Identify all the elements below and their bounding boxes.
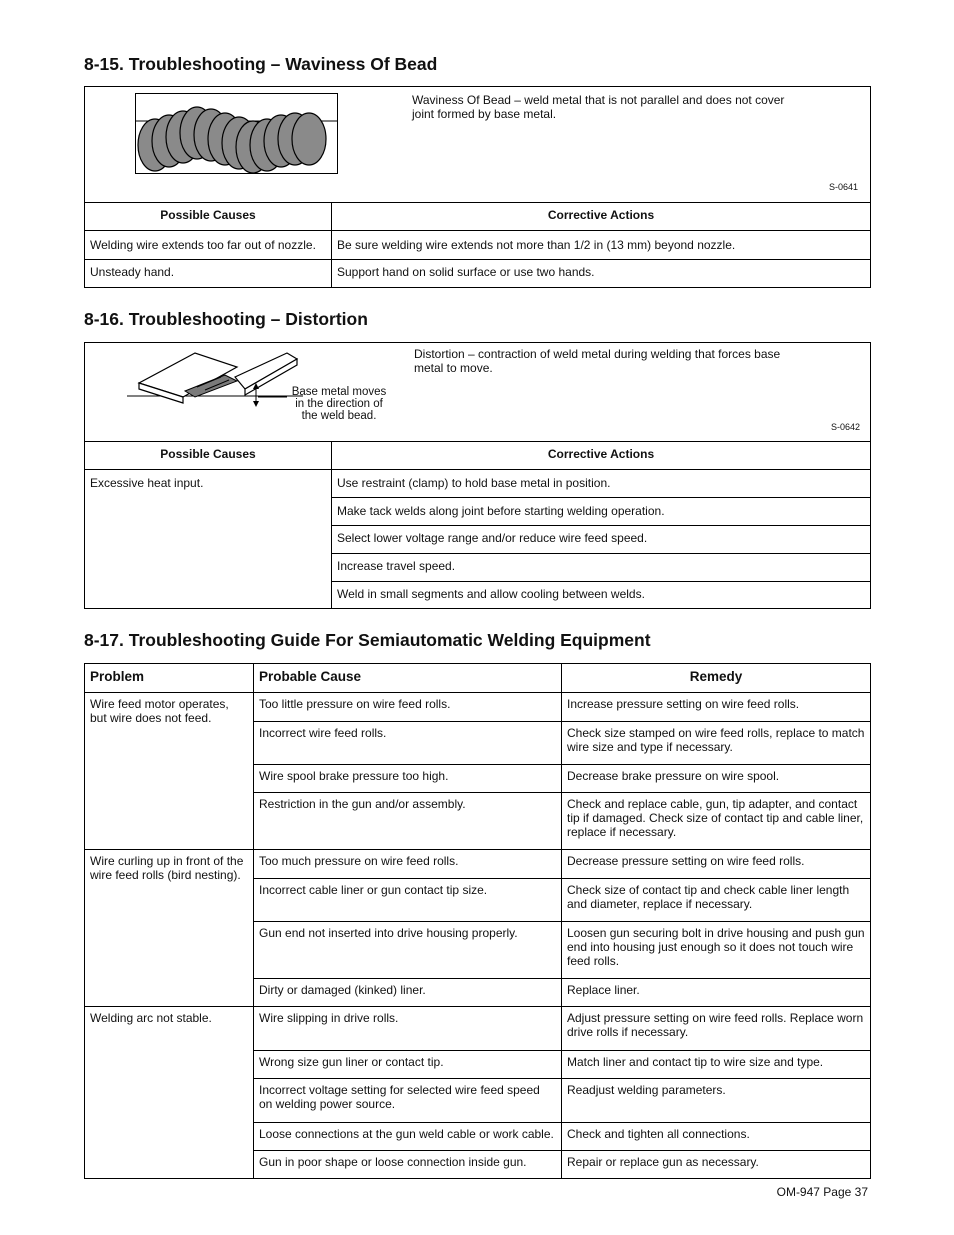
table-cell-action: Increase travel speed. (331, 553, 871, 582)
section-8-17-heading: 8-17. Troubleshooting Guide For Semiautomatic Welding Equipment (84, 630, 651, 650)
table-cell-cause: Gun in poor shape or loose connection inside gun. (253, 1150, 562, 1179)
distortion-figure-label: Base metal moves in the direction of the weld bead. (291, 386, 387, 422)
table-cell-cause: Wire spool brake pressure too high. (253, 764, 562, 793)
table-cell-cause: Incorrect wire feed rolls. (253, 721, 562, 765)
table-cell-remedy: Adjust pressure setting on wire feed rolls. Replace worn drive rolls if necessary. (561, 1006, 871, 1051)
table-cell-action: Weld in small segments and allow cooling between welds. (331, 581, 871, 609)
table-cell-cause: Welding wire extends too far out of nozzle. (84, 230, 332, 260)
table-cell-action: Use restraint (clamp) to hold base metal in position. (331, 469, 871, 498)
table-cell-remedy: Check size stamped on wire feed rolls, replace to match wire size and type if necessary. (561, 721, 871, 765)
table-cell-action: Support hand on solid surface or use two hands. (331, 259, 871, 288)
table-cell-remedy: Decrease pressure setting on wire feed rolls. (561, 849, 871, 879)
table-cell-cause: Too little pressure on wire feed rolls. (253, 692, 562, 722)
table-cell-remedy: Replace liner. (561, 978, 871, 1007)
waviness-bead-illustration (135, 93, 339, 175)
table-cell-action: Select lower voltage range and/or reduce wire feed speed. (331, 525, 871, 554)
table-cell-remedy: Check and replace cable, gun, tip adapter, and contact tip if damaged. Check size of contact tip and cable liner, replace if necessary. (561, 792, 871, 850)
column-header-causes: Possible Causes (84, 441, 332, 470)
table-cell-cause: Loose connections at the gun weld cable or work cable. (253, 1122, 562, 1151)
column-header-problem: Problem (84, 663, 254, 693)
table-cell-cause: Too much pressure on wire feed rolls. (253, 849, 562, 879)
table-cell-action: Be sure welding wire extends not more than 1/2 in (13 mm) beyond nozzle. (331, 230, 871, 260)
table-cell-remedy: Decrease brake pressure on wire spool. (561, 764, 871, 793)
table-cell-cause: Wrong size gun liner or contact tip. (253, 1050, 562, 1079)
table-cell-cause: Unsteady hand. (84, 259, 332, 288)
table-cell-cause: Incorrect voltage setting for selected wire feed speed on welding power source. (253, 1078, 562, 1123)
distortion-description: Distortion – contraction of weld metal during welding that forces base metal to move. (414, 347, 781, 375)
table-cell-remedy: Readjust welding parameters. (561, 1078, 871, 1123)
figure-code: S-0641 (828, 182, 858, 192)
waviness-figure-box (84, 86, 871, 203)
table-cell-cause: Restriction in the gun and/or assembly. (253, 792, 562, 850)
column-header-remedy: Remedy (561, 663, 871, 693)
table-cell-cause: Excessive heat input. (84, 469, 332, 609)
table-cell-problem: Welding arc not stable. (84, 1006, 254, 1179)
figure-code: S-0642 (830, 422, 860, 432)
column-header-causes: Possible Causes (84, 202, 332, 231)
table-cell-problem: Wire curling up in front of the wire feed rolls (bird nesting). (84, 849, 254, 1007)
table-cell-remedy: Increase pressure setting on wire feed rolls. (561, 692, 871, 722)
section-8-15-heading: 8-15. Troubleshooting – Waviness Of Bead (84, 54, 438, 74)
table-cell-cause: Gun end not inserted into drive housing properly. (253, 921, 562, 979)
table-cell-remedy: Check size of contact tip and check cable liner length and diameter, replace if necessary. (561, 878, 871, 922)
distortion-figure-box (84, 342, 871, 442)
column-header-actions: Corrective Actions (331, 202, 871, 231)
table-cell-remedy: Loosen gun securing bolt in drive housing and push gun end into housing just enough so it does not touch wire feed rolls. (561, 921, 871, 979)
table-cell-remedy: Match liner and contact tip to wire size and type. (561, 1050, 871, 1079)
table-cell-cause: Incorrect cable liner or gun contact tip size. (253, 878, 562, 922)
waviness-description: Waviness Of Bead – weld metal that is not parallel and does not cover joint formed by base metal. (412, 93, 785, 121)
column-header-probable-cause: Probable Cause (253, 663, 562, 693)
column-header-actions: Corrective Actions (331, 441, 871, 470)
table-cell-action: Make tack welds along joint before starting welding operation. (331, 497, 871, 526)
table-cell-cause: Dirty or damaged (kinked) liner. (253, 978, 562, 1007)
distortion-illustration (125, 349, 305, 411)
table-cell-problem: Wire feed motor operates, but wire does not feed. (84, 692, 254, 850)
page-footer: OM-947 Page 37 (776, 1185, 868, 1199)
table-cell-remedy: Repair or replace gun as necessary. (561, 1150, 871, 1179)
table-cell-cause: Wire slipping in drive rolls. (253, 1006, 562, 1051)
section-8-16-heading: 8-16. Troubleshooting – Distortion (84, 309, 368, 329)
table-cell-remedy: Check and tighten all connections. (561, 1122, 871, 1151)
